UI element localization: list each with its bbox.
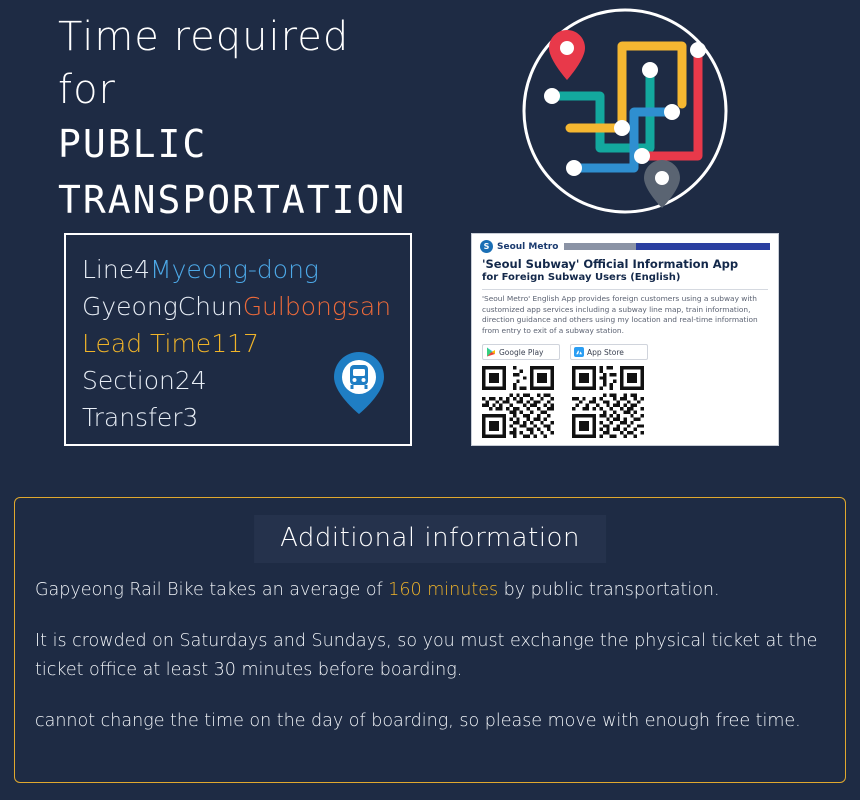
additional-information-panel bbox=[14, 497, 846, 783]
route-label-line4: Line4 bbox=[82, 255, 151, 284]
additional-information-title: Additional information bbox=[254, 515, 606, 563]
route-label-lead-time: Lead Time bbox=[82, 329, 212, 358]
subway-pin-icon bbox=[332, 350, 386, 416]
route-label-section: Section bbox=[82, 366, 175, 395]
route-row-line4 bbox=[82, 251, 391, 288]
google-play-label: Google Play bbox=[499, 347, 544, 357]
title-line-3: PUBLIC bbox=[58, 122, 208, 166]
app-store-qr bbox=[572, 366, 644, 438]
subway-map-illustration bbox=[522, 8, 728, 214]
route-value-lead-time: 117 bbox=[211, 329, 259, 358]
google-play-qr bbox=[482, 366, 554, 438]
seoul-metro-brand: Seoul Metro bbox=[497, 241, 559, 252]
route-summary-box bbox=[64, 233, 412, 446]
page-title bbox=[58, 10, 498, 228]
app-card-header bbox=[472, 234, 778, 255]
google-play-button[interactable] bbox=[482, 344, 560, 360]
app-headline: 'Seoul Subway' Official Information App bbox=[482, 257, 739, 271]
additional-paragraph-1 bbox=[35, 576, 827, 605]
store-badges bbox=[472, 336, 778, 364]
seoul-subway-app-card bbox=[471, 233, 779, 446]
app-store-button[interactable] bbox=[570, 344, 648, 360]
additional-paragraph-3: cannot change the time on the day of boarding, so please move with enough free time. bbox=[35, 711, 801, 731]
additional-paragraph-2: It is crowded on Saturdays and Sundays, so you must exchange the physical ticket at the ticket office at least 30 minutes before boarding. bbox=[35, 631, 818, 680]
additional-information-body bbox=[35, 576, 827, 758]
route-value-gyeongchun: Gulbongsan bbox=[242, 292, 392, 321]
app-subhead: for Foreign Subway Users (English) bbox=[482, 272, 681, 283]
route-value-transfer: 3 bbox=[182, 403, 199, 432]
title-line-1: Time required bbox=[58, 14, 350, 60]
route-label-gyeongchun: GyeongChun bbox=[82, 292, 243, 321]
app-description: 'Seoul Metro' English App provides foreign customers using a subway with customized app services including a subway line map, train information, direction guidance and others using my location and real-time information from entry to exit of a subway station. bbox=[482, 294, 758, 335]
app-store-icon bbox=[574, 347, 584, 357]
seoul-metro-logo-icon: S bbox=[480, 240, 493, 253]
app-store-label: App Store bbox=[587, 347, 624, 357]
google-play-icon bbox=[486, 347, 496, 357]
title-line-2: for bbox=[58, 67, 116, 113]
para1-highlight: 160 minutes bbox=[388, 580, 499, 600]
route-value-section: 24 bbox=[174, 366, 207, 395]
route-value-line4: Myeong-dong bbox=[150, 255, 319, 284]
header-bar-decoration bbox=[564, 243, 770, 250]
route-label-transfer: Transfer bbox=[82, 403, 183, 432]
title-line-4: TRANSPORTATION bbox=[58, 178, 407, 222]
para1-post: by public transportation. bbox=[498, 580, 720, 600]
para1-pre: Gapyeong Rail Bike takes an average of bbox=[35, 580, 389, 600]
qr-codes bbox=[472, 364, 778, 440]
divider bbox=[482, 289, 768, 290]
route-row-gyeongchun bbox=[82, 288, 391, 325]
